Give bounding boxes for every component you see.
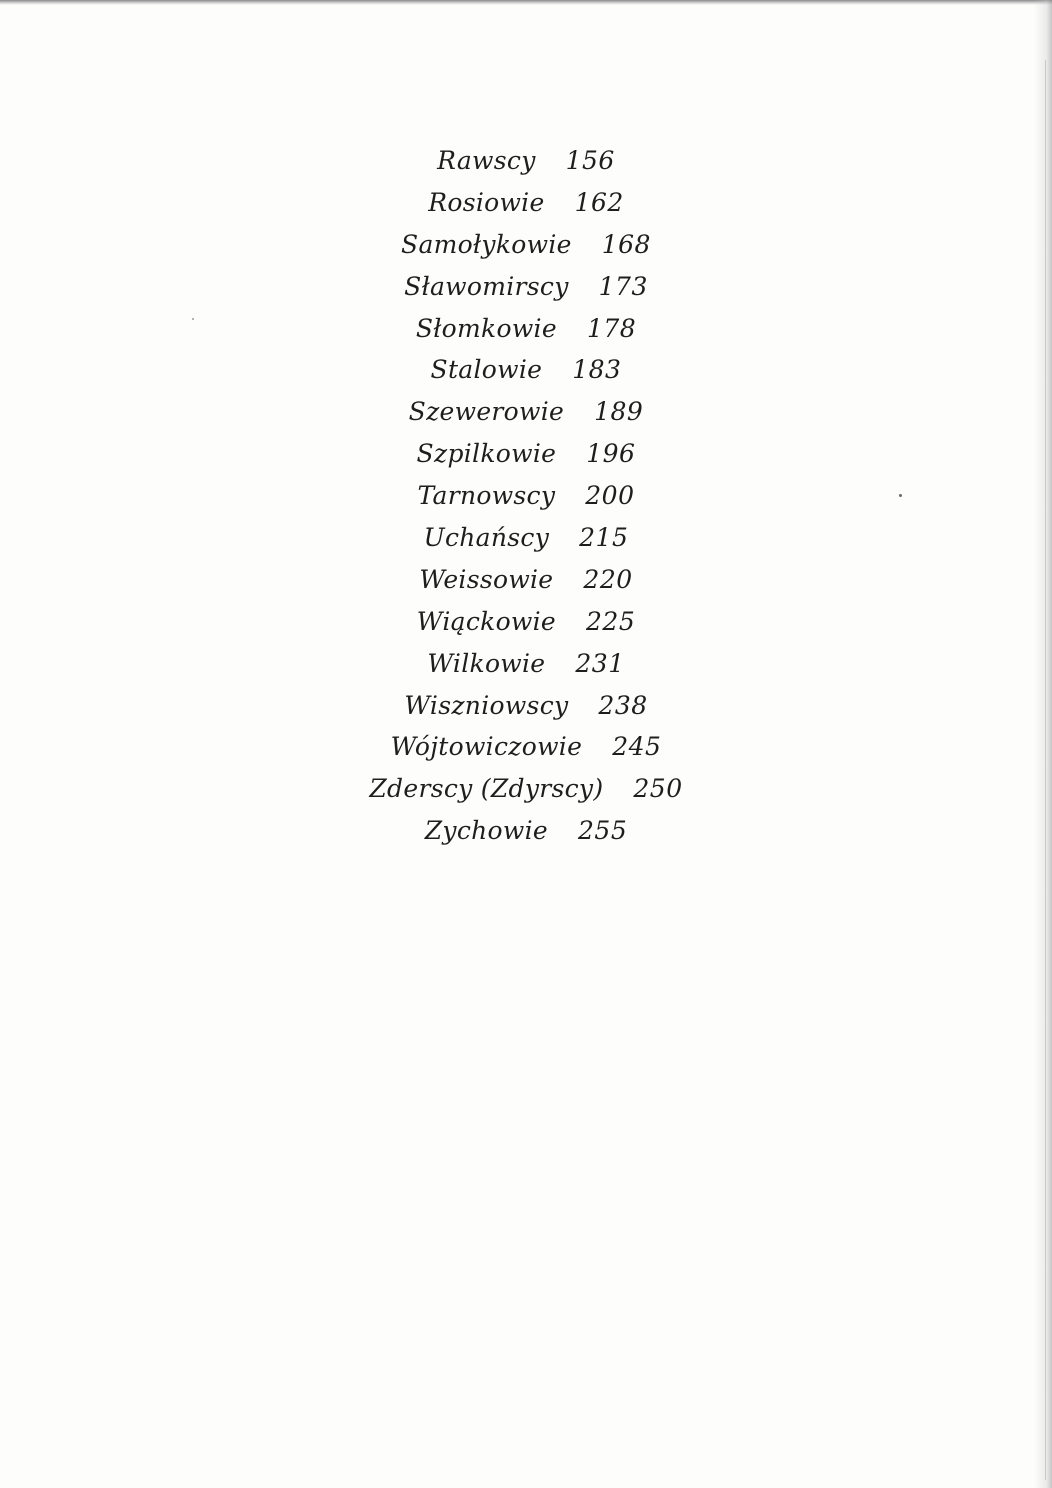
- toc-entry: [0, 643, 1052, 685]
- page-number: 196: [586, 439, 636, 469]
- family-name: Tarnowscy: [417, 481, 556, 511]
- page-number: 189: [594, 397, 644, 427]
- page-top-edge: [0, 0, 1052, 5]
- toc-entry: [0, 224, 1052, 266]
- toc-entry: [0, 601, 1052, 643]
- family-name: Wiszniowscy: [404, 690, 569, 720]
- toc-entry: [0, 517, 1052, 559]
- family-name: Zychowie: [424, 816, 549, 846]
- toc-entry: [0, 433, 1052, 475]
- page-number: 168: [601, 229, 651, 259]
- family-name: Sławomirscy: [404, 271, 569, 301]
- toc-entry: [0, 559, 1052, 601]
- toc-entry: [0, 768, 1052, 810]
- page-number: 225: [586, 606, 636, 636]
- toc-entry: [0, 685, 1052, 727]
- toc-entry: [0, 726, 1052, 768]
- toc-entry: [0, 182, 1052, 224]
- page-number: 238: [598, 690, 648, 720]
- family-name: Wiąckowie: [416, 606, 557, 636]
- family-name: Zderscy (Zdyrscy): [369, 774, 604, 804]
- toc-entry: [0, 266, 1052, 308]
- page-number: 255: [578, 816, 628, 846]
- family-name: Stalowie: [430, 355, 543, 385]
- family-name: Rawscy: [437, 146, 536, 175]
- family-name: Uchańscy: [423, 523, 550, 553]
- page-number: 178: [586, 313, 637, 343]
- family-name: Szpilkowie: [416, 439, 557, 469]
- table-of-contents: [0, 140, 1052, 852]
- page-number: 162: [574, 187, 624, 217]
- page-number: 215: [579, 523, 629, 553]
- page-number: 173: [598, 271, 648, 301]
- family-name: Szewerowie: [408, 397, 565, 427]
- toc-entry: [0, 140, 1052, 182]
- family-name: Samołykowie: [401, 229, 572, 259]
- page-number: 250: [633, 774, 683, 804]
- toc-entry: [0, 308, 1052, 350]
- page-number: 183: [572, 355, 622, 385]
- family-name: Wójtowiczowie: [390, 732, 583, 762]
- toc-entry: [0, 810, 1052, 852]
- family-name: Słomkowie: [415, 313, 557, 343]
- family-name: Weissowie: [419, 564, 554, 594]
- family-name: Rosiowie: [428, 187, 545, 217]
- page-number: 156: [565, 146, 615, 175]
- toc-entry: [0, 349, 1052, 391]
- page-number: 231: [575, 648, 625, 678]
- page-number: 220: [583, 564, 633, 594]
- toc-entry: [0, 475, 1052, 517]
- page-number: 245: [612, 732, 662, 762]
- family-name: Wilkowie: [427, 648, 546, 678]
- page-number: 200: [585, 481, 635, 511]
- toc-entry: [0, 391, 1052, 433]
